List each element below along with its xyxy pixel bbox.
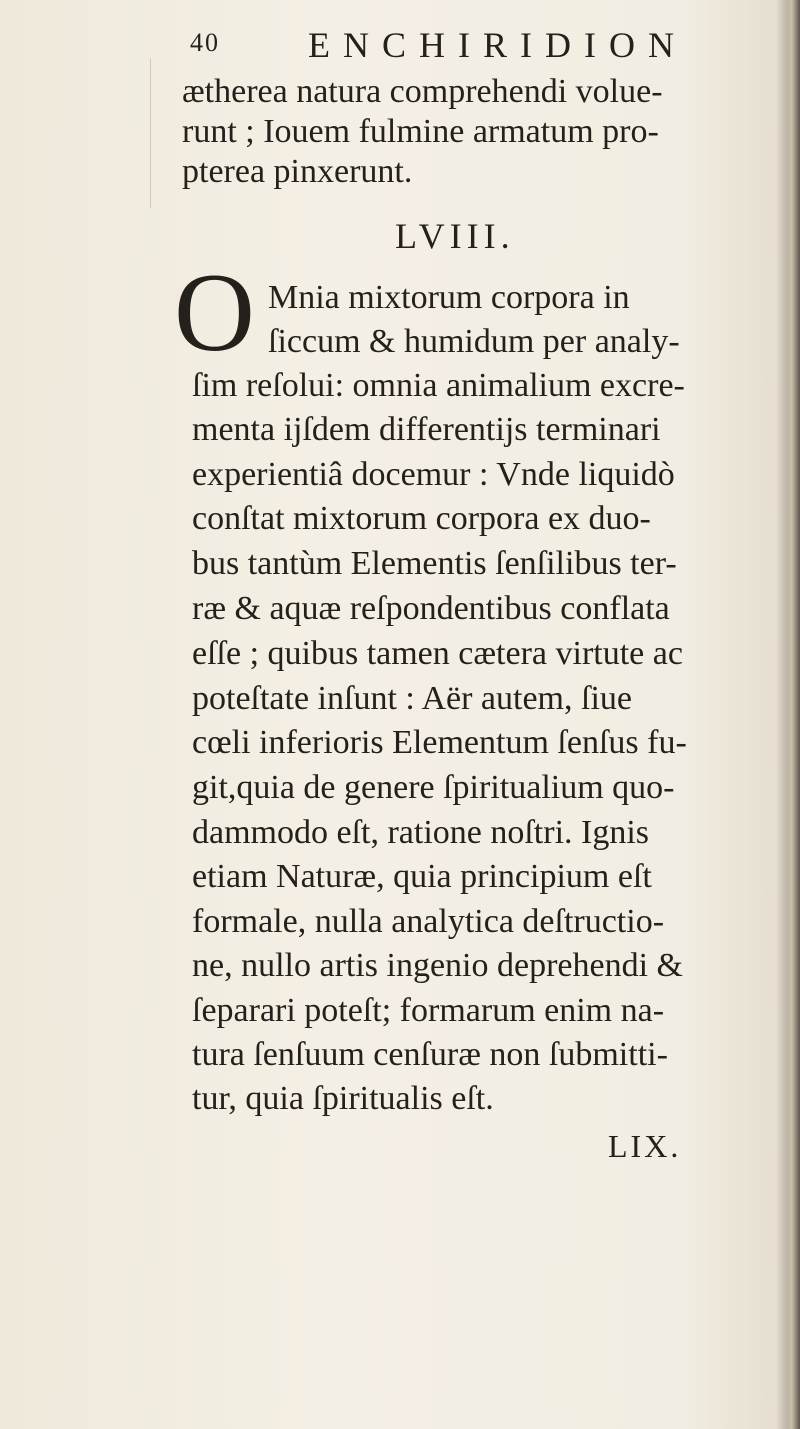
- text-line: git,quia de genere ſpiritualium quo-: [192, 769, 675, 806]
- text-line: tur, quia ſpiritualis eſt.: [192, 1080, 494, 1117]
- catchword: LIX.: [608, 1128, 682, 1164]
- text-line: ætherea natura comprehendi volue-: [182, 73, 663, 110]
- text-line: experientiâ docemur : Vnde liquidò: [192, 456, 675, 493]
- text-line: ſiccum & humidum per analy-: [268, 323, 680, 360]
- text-line: Mnia mixtorum corpora in: [268, 279, 630, 316]
- text-line: tura ſenſuum cenſuræ non ſubmitti-: [192, 1036, 668, 1073]
- drop-cap: O: [174, 251, 255, 375]
- text-line: ſeparari poteſt; formarum enim na-: [192, 992, 665, 1029]
- text-line: poteſtate inſunt : Aër autem, ſiue: [192, 680, 632, 717]
- text-line: conſtat mixtorum corpora ex duo-: [192, 500, 651, 537]
- text-line: eſſe ; quibus tamen cætera virtute ac: [192, 635, 683, 672]
- text-line: ræ & aquæ reſpondentibus conflata: [192, 590, 670, 627]
- text-line: formale, nulla analytica deſtructio-: [192, 903, 665, 940]
- text-line: runt ; Iouem fulmine armatum pro-: [182, 113, 659, 150]
- running-title: ENCHIRIDION: [308, 25, 687, 65]
- page-number: 40: [190, 28, 220, 57]
- page-edge-shadow: [786, 0, 800, 1429]
- text-line: bus tantùm Elementis ſenſilibus ter-: [192, 545, 677, 582]
- text-line: ne, nullo artis ingenio deprehendi &: [192, 947, 683, 984]
- text-line: ſim reſolui: omnia animalium excre-: [192, 367, 685, 404]
- text-line: menta ijſdem differentijs terminari: [192, 411, 661, 448]
- text-line: dammodo eſt, ratione noſtri. Ignis: [192, 814, 650, 851]
- page-header: [190, 25, 710, 68]
- section-heading: LVIII.: [395, 216, 515, 256]
- text-line: pterea pinxerunt.: [182, 153, 413, 190]
- text-line: cœli inferioris Elementum ſenſus fu-: [192, 724, 687, 761]
- margin-mark: [150, 58, 151, 208]
- text-line: etiam Naturæ, quia principium eſt: [192, 858, 652, 895]
